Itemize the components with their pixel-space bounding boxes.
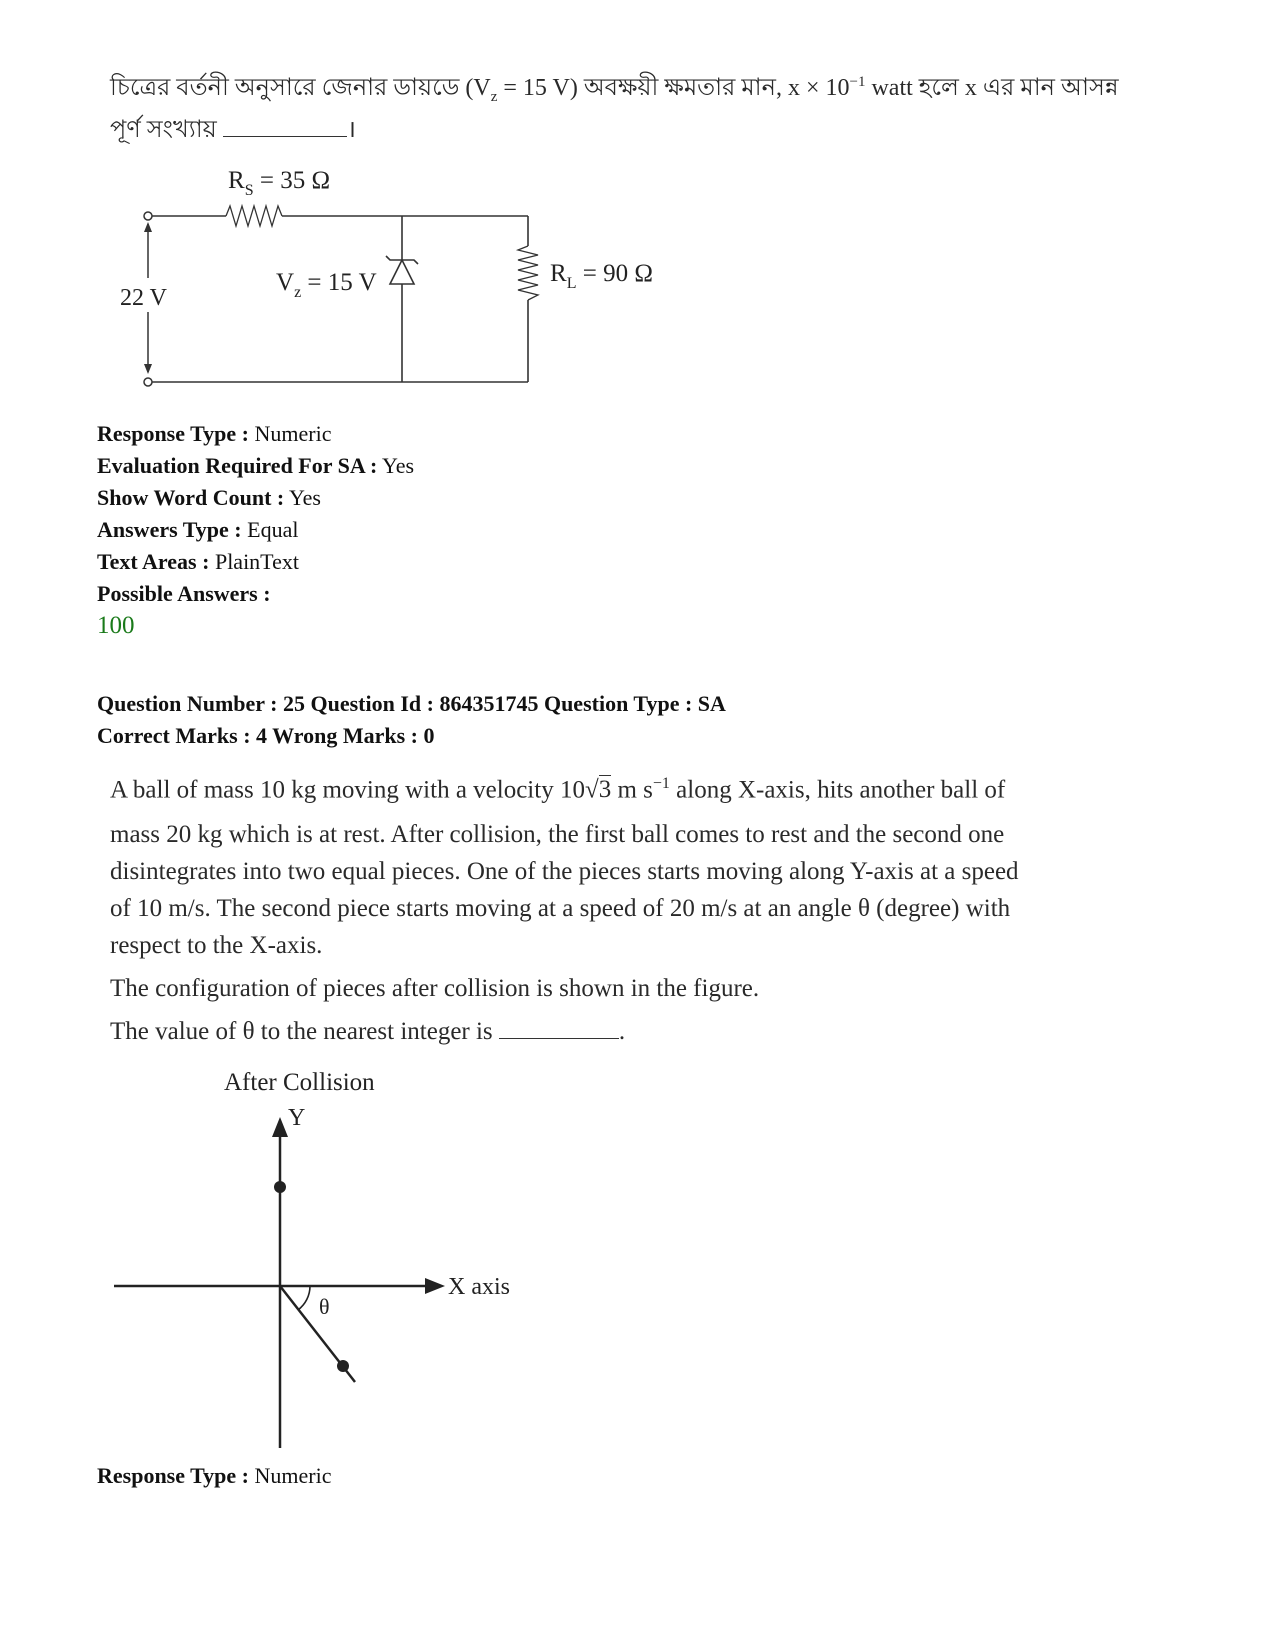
meta-row: Response Type : Numeric <box>97 1463 332 1488</box>
piece-second <box>337 1360 349 1372</box>
source-arrow-down-head <box>144 364 152 374</box>
q25-line1: A ball of mass 10 kg moving with a velocity 10√3 m $s^{-1}$ along X-axis, hits another ball of <box>110 775 1006 804</box>
source-label: 22 V <box>120 285 167 311</box>
marks-line: Correct Marks : 4 Wrong Marks : 0 <box>97 723 435 748</box>
q24-text-line2: পূর্ণ সংখ্যায় । <box>110 117 356 143</box>
y-axis-label: Y <box>288 1105 306 1131</box>
y-axis-arrow <box>272 1117 288 1137</box>
angle-arc <box>298 1286 310 1310</box>
meta-row: Response Type : Numeric <box>97 421 332 446</box>
q24-text-line1: চিত্রের বর্তনী অনুসারে জেনার ডায়ডে ($V_z = 15$ V) অবক্ষয়ী ক্ষমতার মান, $x \times 10^{-1}$ watt হলে x এর মান আসন্ন <box>110 74 1119 105</box>
question-meta-24 <box>97 418 414 610</box>
x-axis-arrow <box>425 1278 445 1294</box>
q25-line6: The configuration of pieces after collision is shown in the figure. <box>110 975 760 1003</box>
q25-text <box>110 765 1130 1050</box>
question-meta-25 <box>97 1460 331 1492</box>
resistor-rl <box>518 246 538 300</box>
meta-row: Evaluation Required For SA : Yes <box>97 453 415 478</box>
meta-row: Answers Type : Equal <box>97 517 299 542</box>
source-arrow-up-head <box>144 222 152 232</box>
q25-line5: respect to the X-axis. <box>110 932 323 960</box>
zener-circuit-diagram <box>110 160 670 395</box>
rs-label: $R_S = 35$ Ω <box>228 167 331 199</box>
x-axis-label: X axis <box>448 1274 510 1300</box>
q25-line4: of 10 m/s. The second piece starts moving at a speed of 20 m/s at an angle θ (degree) with <box>110 895 1011 923</box>
resistor-rs <box>226 206 282 226</box>
answer-blank <box>223 116 347 137</box>
zener-diode-icon <box>390 260 414 284</box>
meta-row: Show Word Count : Yes <box>97 485 321 510</box>
question-number-line: Question Number : 25 Question Id : 864351745 Question Type : SA <box>97 691 726 716</box>
terminal-bottom <box>144 378 152 386</box>
meta-row: Possible Answers : <box>97 581 271 606</box>
sqrt-symbol: √ <box>584 776 599 804</box>
vz-label: $V_z = 15$ V <box>276 269 377 301</box>
collision-figure <box>110 1062 530 1454</box>
q25-line2: mass 20 kg which is at rest. After collision, the first ball comes to rest and the second one <box>110 821 1005 849</box>
q25-line7: The value of θ to the nearest integer is . <box>110 1018 626 1046</box>
meta-row: Text Areas : PlainText <box>97 549 299 574</box>
angle-label: θ <box>319 1294 330 1319</box>
possible-answer: 100 <box>97 612 135 639</box>
rl-label: $R_L = 90$ Ω <box>550 260 653 292</box>
q25-line3: disintegrates into two equal pieces. One of the pieces starts moving along Y-axis at a speed <box>110 858 1019 886</box>
piece-on-y-axis <box>274 1181 286 1193</box>
answer-blank <box>499 1018 619 1039</box>
question-header-25 <box>97 688 726 752</box>
figure-title: After Collision <box>224 1069 375 1096</box>
terminal-top <box>144 212 152 220</box>
